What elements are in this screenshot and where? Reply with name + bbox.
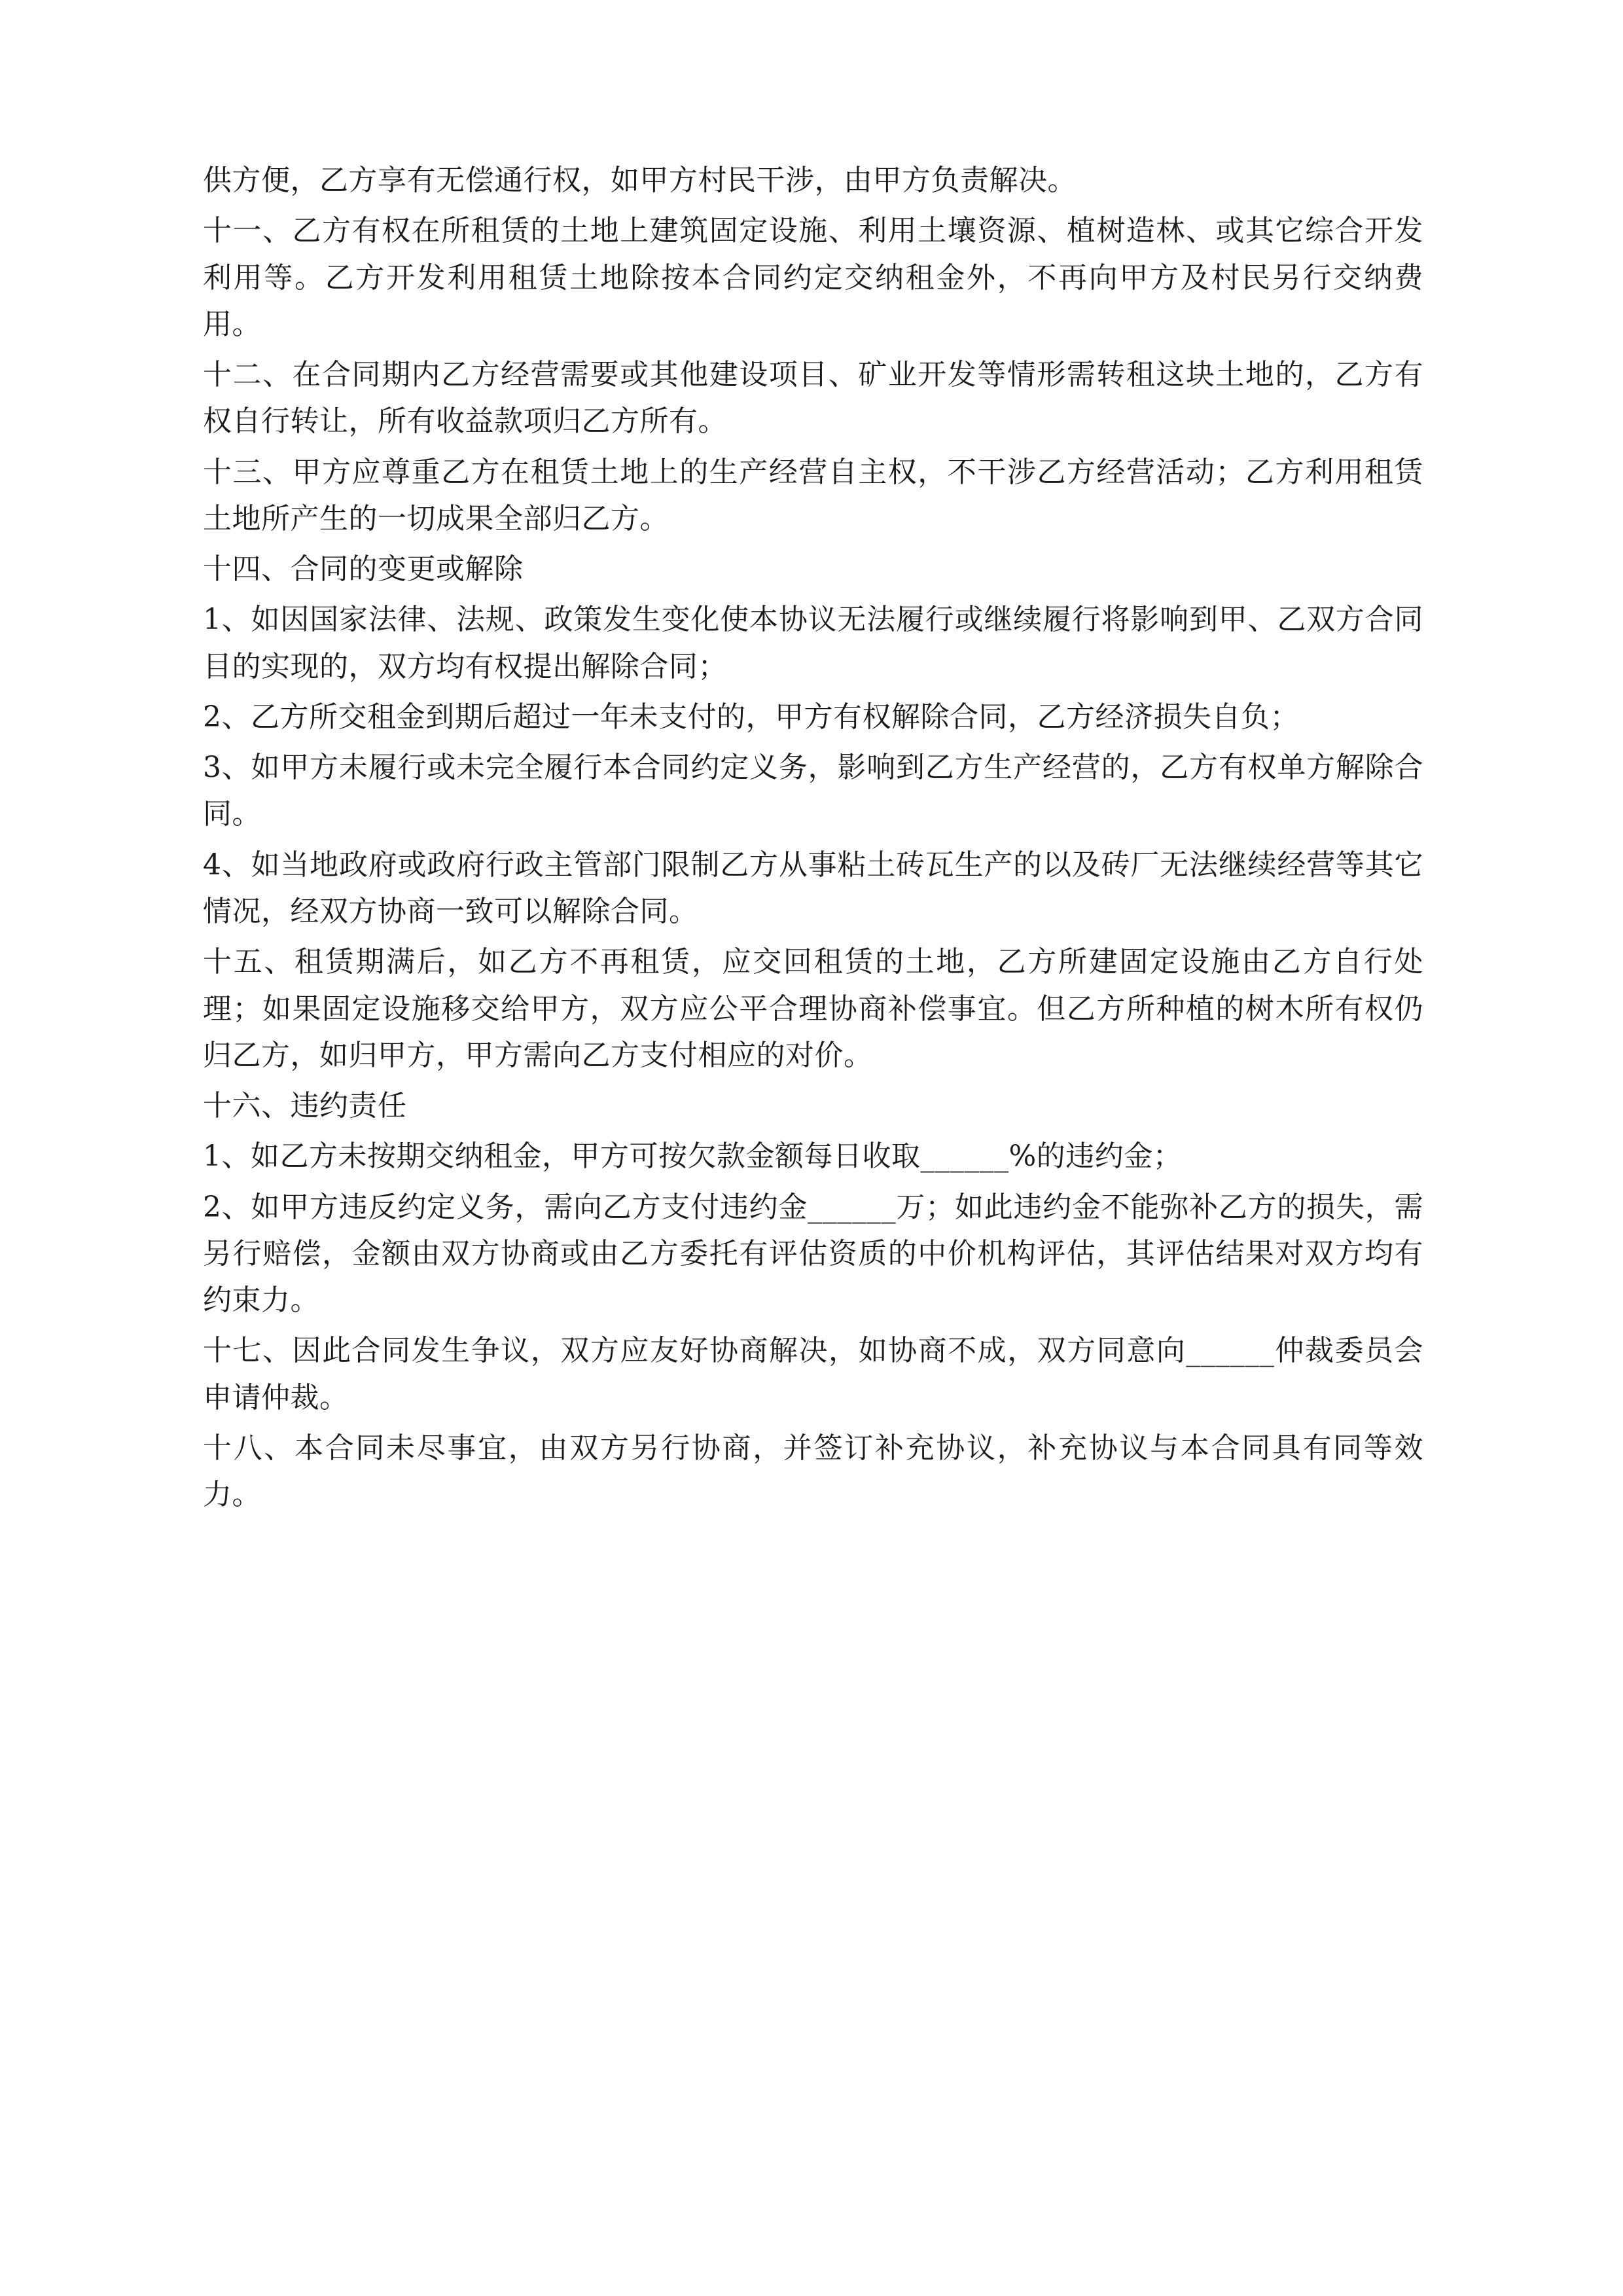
- paragraph: 供方便，乙方享有无偿通行权，如甲方村民干涉，由甲方负责解决。: [203, 164, 1077, 197]
- paragraph: 3、如甲方未履行或未完全履行本合同约定义务，影响到乙方生产经营的，乙方有权单方解除合同。: [203, 751, 1423, 831]
- paragraph: 十八、本合同未尽事宜，由双方另行协商，并签订补充协议，补充协议与本合同具有同等效力。: [203, 1431, 1423, 1512]
- paragraph: 十四、合同的变更或解除: [203, 552, 524, 586]
- paragraph: 十五、租赁期满后，如乙方不再租赁，应交回租赁的土地，乙方所建固定设施由乙方自行处理；如果固定设施移交给甲方，双方应公平合理协商补偿事宜。但乙方所种植的树木所有权仍归乙方，如归甲方，甲方需向乙方支付相应的对价。: [203, 945, 1423, 1072]
- paragraph: 2、乙方所交租金到期后超过一年未支付的，甲方有权解除合同，乙方经济损失自负；: [203, 700, 1299, 734]
- paragraph: 十七、因此合同发生争议，双方应友好协商解决，如协商不成，双方同意向______仲裁委员会申请仲裁。: [203, 1334, 1423, 1414]
- paragraph: 1、如因国家法律、法规、政策发生变化使本协议无法履行或继续履行将影响到甲、乙双方合同目的实现的，双方均有权提出解除合同；: [203, 603, 1423, 683]
- paragraph: 1、如乙方未按期交纳租金，甲方可按欠款金额每日收取______%的违约金；: [203, 1139, 1183, 1174]
- paragraph: 十三、甲方应尊重乙方在租赁土地上的生产经营自主权，不干涉乙方经营活动；乙方利用租赁土地所产生的一切成果全部归乙方。: [203, 455, 1423, 535]
- paragraph: 十六、违约责任: [203, 1089, 407, 1123]
- page-bottom-spacer: [203, 1522, 1423, 1561]
- paragraph: 4、如当地政府或政府行政主管部门限制乙方从事粘土砖瓦生产的以及砖厂无法继续经营等其它情况，经双方协商一致可以解除合同。: [203, 848, 1423, 928]
- paragraph: 十一、乙方有权在所租赁的土地上建筑固定设施、利用土壤资源、植树造林、或其它综合开发利用等。乙方开发利用租赁土地除按本合同约定交纳租金外，不再向甲方及村民另行交纳费用。: [203, 214, 1423, 341]
- document-body: [203, 157, 1423, 1561]
- paragraph: 2、如甲方违反约定义务，需向乙方支付违约金______万；如此违约金不能弥补乙方的损失，需另行赔偿，金额由双方协商或由乙方委托有评估资质的中价机构评估，其评估结果对双方均有约束力。: [203, 1190, 1423, 1318]
- paragraph: 十二、在合同期内乙方经营需要或其他建设项目、矿业开发等情形需转租这块土地的，乙方有权自行转让，所有收益款项归乙方所有。: [203, 358, 1423, 439]
